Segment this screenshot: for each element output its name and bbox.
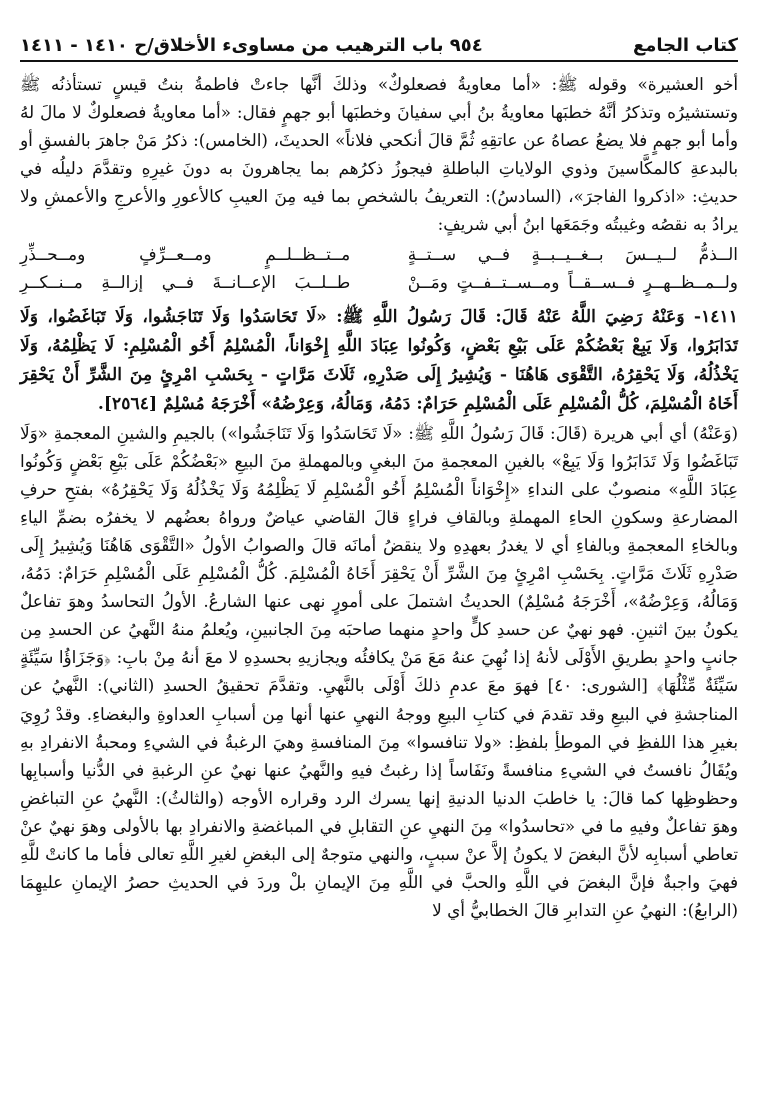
book-title: كتاب الجامع — [632, 35, 738, 56]
hadith-number: ١٤١١ — [701, 306, 738, 327]
verse-1-second-hemistich: مــتــظــلــمٍ ومــعــرِّفٍ ومــحــذِّرِ — [20, 244, 351, 265]
poem — [20, 241, 738, 297]
poem-verse-2 — [20, 269, 738, 297]
hadith-body: - وَعَنْهُ رَضِيَ اللَّهُ عَنْهُ قَالَ: قَالَ رَسُولُ اللَّهِ ﷺ: «لَا تَحَاسَدُوا وَلَا تَنَاجَشُوا، وَلَا تَبَاغَضُوا، وَلَا تَدَابَرُوا، وَلَا يَبِعْ بَعْضُكُمْ عَلَى بَيْعِ بَعْضٍ، وَكُونُوا عِبَادَ اللَّهِ إِخْوَاناً، الْمُسْلِمُ أَخُو الْمُسْلِمِ: لَا يَظْلِمُهُ، وَلَا يَخْذُلُهُ، وَلَا يَحْقِرُهُ، التَّقْوَى هَاهُنَا - وَيُشِيرُ إِلَى صَدْرِهِ، ثَلَاثَ مَرَّاتٍ - بِحَسْبِ امْرِئٍ مِنَ الشَّرِّ أَنْ يَحْقِرَ أَخَاهُ الْمُسْلِمَ، كُلُّ الْمُسْلِمِ عَلَى الْمُسْلِمِ حَرَامٌ: دَمُهُ، وَمَالُهُ، وَعِرْضُهُ» أَخْرَجَهُ مُسْلِمٌ [٢٥٦٤]. — [20, 306, 738, 414]
commentary-paragraph: (وَعَنْهُ) أي أبي هريرة (قَالَ: قَالَ رَسُولُ اللَّهِ ﷺ: «لَا تَحَاسَدُوا وَلَا تَنَاجَشُوا») بالجيمِ والشينِ المعجمةِ «وَلَا تَبَاغَضُوا وَلَا تَدَابَرُوا وَلَا يَبِعْ» بالغينِ المعجمةِ منَ البغيِ وبالمهملةِ منَ البيعِ «بَعْضُكُمْ عَلَى بَيْعِ بَعْضٍ وَكُونُوا عِبَادَ اللَّهِ» منصوبٌ على النداءِ «إِخْوَاناً الْمُسْلِمُ أَخُو الْمُسْلِمِ لَا يَظْلِمُهُ وَلَا يَخْذُلُهُ وَلَا يَحْقِرُهُ» بفتحِ حرفِ المضارعةِ وسكونِ الحاءِ المهملةِ وبالقافِ فراءٍ قالَ القاضي عياضٌ ورواهُ بعضُهم لا يخفرُه بضمِّ الياءِ وبالخاءِ المعجمةِ وبالفاءِ أي لا يغدرُ بعهدِهِ ولا ينقضُ أمانَه قالَ والصوابُ الأولُ «التَّقْوَى هَاهُنَا وَيُشِيرُ إِلَى صَدْرِهِ ثَلَاثَ مَرَّاتٍ. بِحَسْبِ امْرِئٍ مِنَ الشَّرِّ أَنْ يَحْقِرَ أَخَاهُ الْمُسْلِمَ. كُلُّ الْمُسْلِمِ عَلَى الْمُسْلِمِ حَرَامٌ: دَمُهُ، وَمَالُهُ، وَعِرْضُهُ»، أَخْرَجَهُ مُسْلِمٌ) الحديثُ اشتملَ على أمورٍ نهى عنها الشارعُ. الأولُ التحاسدُ وهوَ تفاعلٌ يكونُ بينَ اثنينِ. فهو نهيٌ عن حسدِ كلٍّ واحدٍ منهما صاحبَه مِنَ الجانبينِ، ويُعلمُ منهُ النَّهيُ عن الحسدِ مِن جانبٍ واحدٍ بطريقِ الأَوْلَى لأنهُ إذا نُهِيَ عنهُ مَعَ مَنْ يكافئُه ويجازيهِ بحسدِهِ لا معَ أنهُ مِنْ بابِ: ﴿وَجَزَاؤُا سَيِّئَةٍ سَيِّئَةٌ مِّثْلُهَا﴾ [الشورى: ٤٠] فهوَ معَ عدمِ ذلكَ أَوْلَى بالنَّهيِ. وتقدَّمَ تحقيقُ الحسدِ (الثاني): النَّهيُ عن المناجشةِ في البيعِ وقد تقدمَ في كتابِ البيعِ ووجهُ النهيِ عنها أنها مِن أسبابِ العداوةِ والبغضاءِ. وقدْ رُوِيَ بغيرِ هذا اللفظِ في الموطأِ بلفظِ: «ولا تنافسوا» مِنَ المنافسةِ وهيَ الرغبةُ في الشيءِ ومحبةُ الانفرادِ بهِ ويُقَالُ نافستُ في الشيءِ منافسةً ونَفَاساً إذا رغبتُ فيهِ والنَّهيُ عنها نهيٌ عنِ الرغبةِ في الدُّنيا وأسبابِها وحظوظِها كما قالَ: يا خاطبَ الدنيا الدنيةِ إنها يسرك الرد وقراره الأوجه (والثالثُ): النَّهيُ عنِ التباغضِ وهوَ تفاعلٌ وفيهِ ما في «تحاسدُوا» مِنَ النهيِ عنِ التقابلِ في المباغضةِ والانفرادِ بها بالأولى وهوَ نهيٌ عنْ تعاطي أسبابِه لأنَّ البغضَ لا يكونُ إلاَّ عنْ سببٍ، والنهي متوجهٌ إلى البغضِ لغيرِ اللَّهِ تعالى فأما ما كانتْ للَّهِ فهيَ واجبةٌ فإنَّ البغضَ في اللَّهِ والحبَّ في اللَّهِ مِنَ الإيمانِ بلْ وردَ في الحديثِ حصرُ الإيمانِ عليهِمَا (الرابعُ): النهيُ عنِ التدابرِ قالَ الخطابيُّ أي لا — [20, 422, 738, 921]
page-reference: ٩٥٤ باب الترهيب من مساوىء الأخلاق/ح ١٤١٠ - ١٤١١ — [20, 35, 483, 56]
verse-1-first-hemistich: الــذمُّ لــيــسَ بــغــيــبــةٍ فــي ســتــةٍ — [407, 244, 738, 265]
verse-2-first-hemistich: ولــمــظــهــرٍ فــســقــاً ومــســتــفــتٍ ومَــنْ — [407, 272, 738, 293]
hadith-text — [20, 303, 738, 419]
verse-2-second-hemistich: طــلــبَ الإعــانــةَ فــي إزالــةِ مــنــكــرِ — [20, 272, 351, 293]
poem-verse-1 — [20, 241, 738, 269]
page-body — [20, 62, 738, 924]
running-header — [20, 0, 738, 62]
paragraph-intro: أخو العشيرة» وقوله ﷺ: «أما معاويةُ فصعلوكٌ» وذلكَ أنَّها جاءتْ فاطمةُ بنتُ قيسٍ تستأذنُه ﷺ وتستشيرُه وتذكرُ أنَّهُ خطبَها معاويةُ بنُ أبي سفيانَ وخطبَها أبو جهمٍ فقال: «أما معاويةُ فصعلوكٌ لا مالَ لهُ وأما أبو جهمٍ فلا يضعُ عصاهُ عن عاتقِهِ ثُمَّ قالَ أنكحي فلاناً» الحديثَ، (الخامس): ذكرُ مَنْ جاهرَ بالفسقِ أو بالبدعةِ كالمكَّاسينَ وذوي الولاياتِ الباطلةِ فيجوزُ ذكرُهم بما يجاهرونَ به دونَ غيرِهِ وتقدَّمَ دليلُه في حديثِ: «اذكروا الفاجرَ»، (السادسُ): التعريفُ بالشخصِ بما فيه مِنَ العيبِ كالأعورِ والأعرجِ والأعمشِ ولا يرادُ به نقصُه وغيبتُه وجَمَعَها ابنُ أبي شريفٍ: — [20, 74, 738, 235]
